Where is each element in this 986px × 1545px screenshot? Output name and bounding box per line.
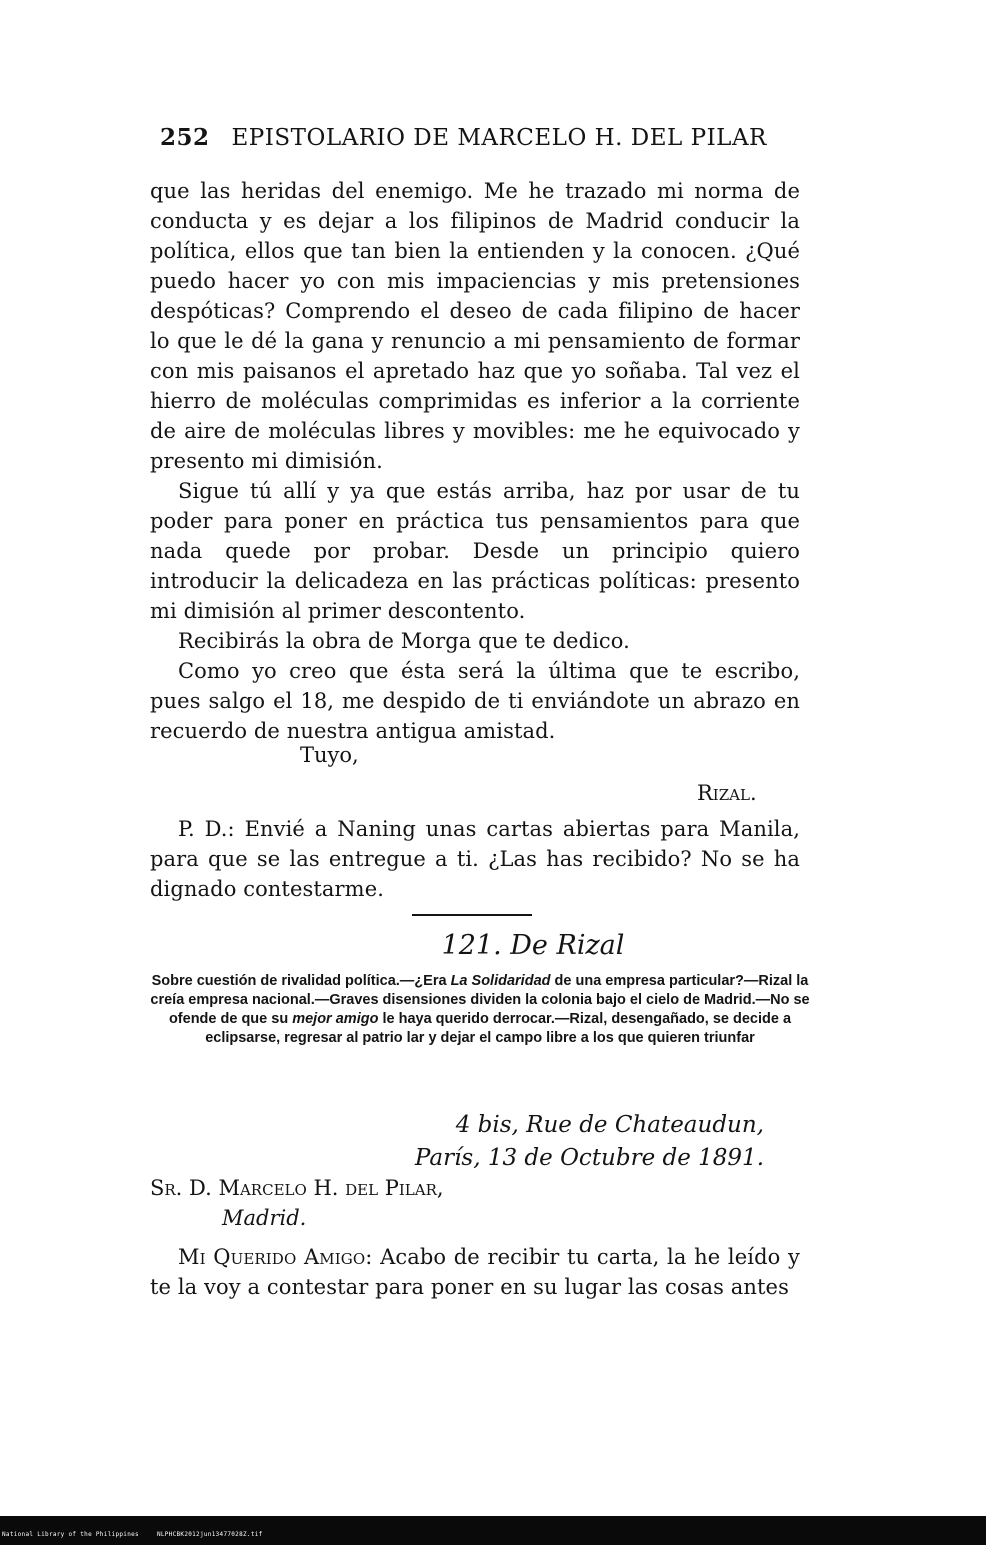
letter-summary [140,972,820,1048]
opening-paragraph [150,1242,800,1302]
summary-text-3: le haya querido derrocar.—Rizal, desengañado, se decide a eclipsarse, regresar al patrio lar y dejar el campo libre a los que quieren triunfar [205,1011,792,1046]
summary-italic-1: La Solidaridad [450,973,551,989]
summary-text-2: de una empresa particular?—Rizal la creía empresa nacional.—Graves disensiones dividen la colonia bajo el cielo de Madrid.—No se ofende de que su [150,973,810,1027]
address-line-2: París, 13 de Octubre de 1891. [414,1145,764,1171]
running-title: EPISTOLARIO DE MARCELO H. DEL PILAR [231,125,767,151]
recipient-city: Madrid. [222,1206,307,1230]
letter-body-previous [150,176,800,746]
scan-footer-text [2,1531,281,1538]
recipient: Sr. D. Marcelo H. del Pilar, [150,1176,444,1200]
paragraph-3: Recibirás la obra de Morga que te dedico. [178,629,630,653]
paragraph-1: que las heridas del enemigo. Me he trazado mi norma de conducta y es dejar a los filipinos de Madrid conducir la política, ellos que tan bien la entienden y la conocen. ¿Qué puedo hacer yo con mis impaciencias y mis pretensiones despóticas? Comprendo el deseo de cada filipino de hacer lo que le dé la gana y renuncio a mi pensamiento de formar con mis paisanos el apretado haz que yo soñaba. Tal vez el hierro de moléculas comprimidas es inferior a la corriente de aire de moléculas libres y movibles: me he equivocado y presento mi dimisión. [150,179,800,473]
address-line-1: 4 bis, Rue de Chateaudun, [455,1112,764,1138]
section-divider [412,914,532,916]
footer-file-id: NLPHCBK2012jun13477028Z.tif [156,1531,263,1538]
paragraph-2: Sigue tú allí y ya que estás arriba, haz por usar de tu poder para poner en práctica tus pensamientos para que nada quede por probar. Desde un principio quiero introducir la delicadeza en las prácticas políticas: presento mi dimisión al primer descontento. [150,479,800,623]
closing-line: Tuyo, [300,743,359,767]
footer-library: National Library of the Philippines [2,1531,139,1538]
paragraph-4: Como yo creo que ésta será la última que te escribo, pues salgo el 18, me despido de ti enviándote un abrazo en recuerdo de nuestra antigua amistad. [150,659,800,743]
postscript-block [150,814,800,904]
signature: Rizal. [697,781,757,805]
opening-text: Acabo de recibir tu carta, la he leído y te la voy a contestar para poner en su lugar las cosas antes [150,1245,800,1299]
postscript: P. D.: Envié a Naning unas cartas abiertas para Manila, para que se las entregue a ti. ¿Las has recibido? No se ha dignado contestarme. [150,817,800,901]
new-letter-opening [150,1242,800,1302]
letter-title: 121. De Rizal [441,930,625,961]
summary-italic-2: mejor amigo [292,1011,379,1027]
page-header [160,124,800,151]
salutation: Mi Querido Amigo: [178,1245,373,1269]
page-number: 252 [160,124,210,151]
summary-text-1: Sobre cuestión de rivalidad política.—¿Era [151,973,447,989]
